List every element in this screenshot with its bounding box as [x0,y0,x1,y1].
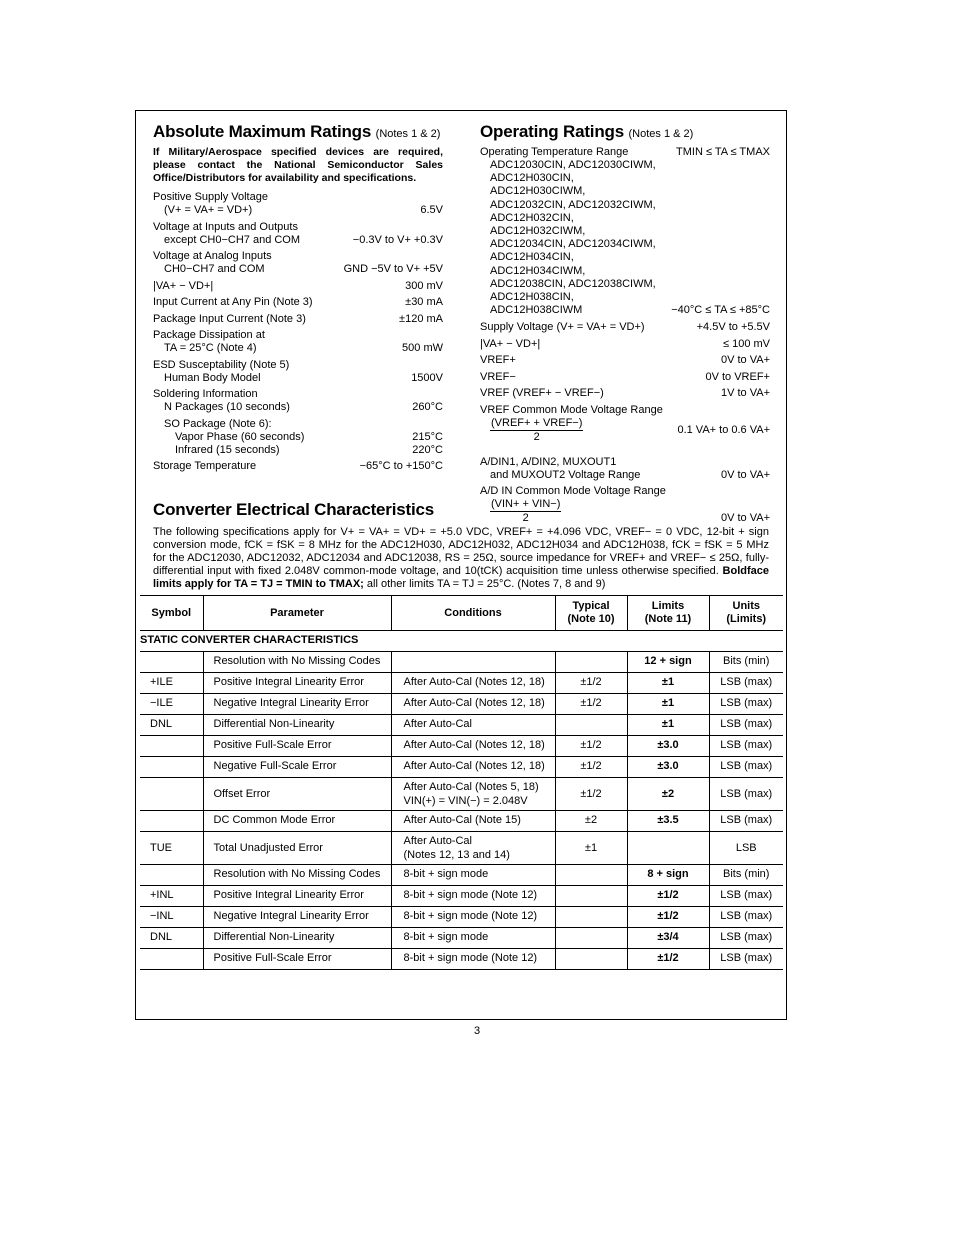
abs-max-label: Voltage at Inputs and Outputs [153,220,298,233]
abs-max-item [153,359,443,385]
part-number: ADC12H030CIN, ADC12H030CIWM, [490,172,586,198]
table-cell [140,811,203,832]
absolute-maximum-ratings [153,122,443,477]
table-cell: DC Common Mode Error [203,811,391,832]
abs-max-item [153,418,443,457]
table-cell: After Auto-Cal (Notes 12, 18) [391,736,555,757]
table-row [140,652,783,673]
op-diff-row: |VA+ − VD+| ≤ 100 mV [480,337,770,350]
table-cell: Bits (min) [709,865,783,886]
table-cell [140,736,203,757]
table-cell: LSB (max) [709,928,783,949]
abs-max-item [153,250,443,276]
table-cell: Negative Full-Scale Error [203,757,391,778]
abs-max-row [153,342,443,355]
abs-max-value: ±120 mA [399,312,443,325]
part-number: ADC12030CIN, ADC12030CIWM, [490,159,656,171]
abs-max-row [153,313,443,326]
table-cell: ±1/2 [555,778,627,811]
spec-table-header [140,596,783,631]
abs-max-label: Package Input Current (Note 3) [153,312,306,325]
table-cell: Resolution with No Missing Codes [203,865,391,886]
table-cell: ±2 [555,811,627,832]
table-cell [555,949,627,970]
table-cell: +INL [140,886,203,907]
table-cell: 8 + sign [627,865,709,886]
abs-max-row [153,263,443,276]
conv-intro: The following specifications apply for V+ = VA+ = VD+ = +5.0 VDC, VREF+ = +4.096 VDC, VREF− = 0 VDC, 12-bit + sign conversion mode, fCK = fSK = 8 MHz for the ADC12H030, ADC12H032, ADC12H034 and ADC12H038, fCK = fSK = 5 MHz for the ADC12030, ADC12032, ADC12034 and ADC12038, RS = 25Ω, source impedance for VREF+ and VREF− ≤ 25Ω, fully-differential input with fixed 2.048V common-mode voltage, and 10(tCK) acquisition time unless otherwise specified. Boldface limits apply for TA = TJ = TMIN to TMAX; all other limits TA = TJ = 25°C. (Notes 7, 8 and 9) [153,526,769,590]
table-cell: ±3.0 [627,736,709,757]
abs-max-value: 1500V [411,371,443,384]
table-cell: LSB (max) [709,673,783,694]
page-number: 3 [473,1025,481,1037]
part-number: ADC12H038CIN, [490,291,574,304]
table-row [140,715,783,736]
table-cell: ±1 [627,694,709,715]
column-header: Limits (Note 11) [627,596,709,631]
table-cell: Offset Error [203,778,391,811]
table-cell: ±1/2 [555,673,627,694]
table-cell: ±3/4 [627,928,709,949]
table-cell [140,652,203,673]
table-cell [140,778,203,811]
table-cell: ±1/2 [555,757,627,778]
table-cell [140,757,203,778]
table-cell: ±1/2 [627,886,709,907]
table-row [140,811,783,832]
table-cell: DNL [140,928,203,949]
table-cell: ±1/2 [627,949,709,970]
table-cell: Positive Full-Scale Error [203,736,391,757]
table-cell: Positive Integral Linearity Error [203,886,391,907]
part-number: ADC12034CIN, ADC12034CIWM, [490,238,656,251]
abs-max-label: Package Dissipation at [153,329,265,341]
table-cell: LSB (max) [709,949,783,970]
op-adin-row: $\frac{\text{(VIN+ + VIN−)}}{2}$ 0V to VA+ [480,498,770,525]
op-parts-list [480,159,671,317]
abs-max-value: 215°C [412,430,443,443]
table-cell: ±1 [555,832,627,865]
table-cell: After Auto-Cal (Notes 12, 18) [391,694,555,715]
abs-max-row [153,234,443,247]
op-cm-label: VREF Common Mode Voltage Range [480,403,663,416]
abs-max-label: TA = 25°C (Note 4) [164,342,257,354]
op-temp-row: Operating Temperature Range TMIN ≤ TA ≤ TMAX [480,146,770,158]
operating-ratings [480,122,770,525]
table-cell: After Auto-Cal (Notes 5, 18) VIN(+) = VIN(−) = 2.048V [391,778,555,811]
op-vrefm-row: VREF− 0V to VREF+ [480,370,770,383]
op-cm-row: $\frac{\text{(VREF+ + VREF−)}}{2}$ 0.1 VA+ to 0.6 VA+ [480,417,770,444]
table-cell: LSB (max) [709,694,783,715]
column-header: Parameter [203,596,391,631]
abs-max-value: −65°C to +150°C [359,460,443,472]
table-cell [391,652,555,673]
abs-max-row [153,329,443,342]
table-cell: 8-bit + sign mode [391,928,555,949]
table-cell [555,715,627,736]
table-cell: 8-bit + sign mode (Note 12) [391,886,555,907]
adin-fraction: $\frac{\text{(VIN+ + VIN−)}}{2}$ [491,498,561,525]
table-cell: After Auto-Cal (Notes 12, 13 and 14) [391,832,555,865]
spec-table [140,595,783,970]
abs-max-label: CH0−CH7 and COM [164,263,265,275]
cm-fraction: $\frac{\text{(VREF+ + VREF−)}}{2}$ [491,416,583,443]
table-cell: Differential Non-Linearity [203,715,391,736]
table-row [140,694,783,715]
abs-max-row [153,431,443,444]
converter-characteristics [153,500,769,591]
table-cell: −INL [140,907,203,928]
column-header: Conditions [391,596,555,631]
table-cell [555,928,627,949]
abs-max-item [153,329,443,355]
table-cell: TUE [140,832,203,865]
table-cell: LSB (max) [709,736,783,757]
table-row [140,928,783,949]
table-cell: 12 + sign [627,652,709,673]
table-row [140,757,783,778]
part-number: ADC12032CIN, ADC12032CIWM, [490,198,656,211]
abs-max-item [153,313,443,326]
part-number: ADC12H032CIN, ADC12H032CIWM, [490,211,586,238]
table-row [140,673,783,694]
abs-max-value: 300 mV [405,279,443,292]
abs-max-label: Soldering Information [153,388,258,400]
table-cell: Bits (min) [709,652,783,673]
table-row [140,865,783,886]
table-cell: ±2 [627,778,709,811]
abs-max-list [153,191,443,473]
table-cell: Negative Integral Linearity Error [203,694,391,715]
table-row [140,778,783,811]
abs-max-item [153,460,443,473]
abs-max-item [153,221,443,247]
table-cell: 8-bit + sign mode (Note 12) [391,907,555,928]
abs-max-item [153,191,443,217]
table-cell: LSB (max) [709,715,783,736]
abs-max-item [153,280,443,293]
table-cell: ±1/2 [555,736,627,757]
table-cell: ±1/2 [555,694,627,715]
table-cell: ±1 [627,673,709,694]
abs-max-label: Voltage at Analog Inputs [153,250,272,262]
table-cell: ±1/2 [627,907,709,928]
op-mux-row: and MUXOUT2 Voltage Range 0V to VA+ [490,468,770,481]
abs-max-value: GND −5V to V+ +5V [343,263,443,275]
abs-max-value: −0.3V to V+ +0.3V [352,233,443,246]
abs-max-row [153,359,443,372]
abs-max-value: 260°C [412,401,443,413]
abs-max-row [153,191,443,204]
abs-max-label: N Packages (10 seconds) [164,401,290,413]
abs-max-item [153,388,443,414]
table-cell: LSB (max) [709,886,783,907]
table-cell: Positive Full-Scale Error [203,949,391,970]
table-cell: After Auto-Cal (Notes 12, 18) [391,673,555,694]
table-cell [140,865,203,886]
table-cell: Resolution with No Missing Codes [203,652,391,673]
abs-max-row [153,296,443,309]
op-vref-row: VREF (VREF+ − VREF−) 1V to VA+ [480,387,770,400]
table-cell [627,832,709,865]
table-cell [555,886,627,907]
part-number: ADC12H034CIN, ADC12H034CIWM, [490,251,586,277]
abs-max-label: Positive Supply Voltage [153,191,268,203]
abs-max-value: ±30 mA [405,296,443,308]
abs-max-row [153,280,443,293]
table-cell: Negative Integral Linearity Error [203,907,391,928]
table-cell [555,907,627,928]
table-row [140,949,783,970]
table-cell [555,652,627,673]
table-cell: ±1 [627,715,709,736]
column-header: Symbol [140,596,203,631]
op-vrefp-row: VREF+ 0V to VA+ [480,354,770,367]
op-adin-label: A/D IN Common Mode Voltage Range [480,485,666,498]
abs-max-label: Vapor Phase (60 seconds) [175,430,305,443]
abs-max-label: Storage Temperature [153,460,257,472]
table-cell: 8-bit + sign mode (Note 12) [391,949,555,970]
abs-max-title: Absolute Maximum Ratings (Notes 1 & 2) [153,122,441,141]
table-row [140,886,783,907]
abs-max-value: 220°C [412,443,443,456]
abs-max-row [153,418,443,431]
table-cell: LSB (max) [709,907,783,928]
op-mux-l1: A/DIN1, A/DIN2, MUXOUT1 [480,455,617,468]
abs-max-row [153,444,443,457]
table-row [140,832,783,865]
abs-max-value: 6.5V [420,204,443,216]
op-supply-row: Supply Voltage (V+ = VA+ = VD+) +4.5V to +5.5V [480,321,770,334]
abs-max-label: (V+ = VA+ = VD+) [164,204,253,216]
table-cell: −ILE [140,694,203,715]
table-cell: After Auto-Cal (Note 15) [391,811,555,832]
table-cell: 8-bit + sign mode [391,865,555,886]
abs-max-label: Human Body Model [164,371,261,384]
abs-max-row [153,388,443,401]
abs-max-row [153,221,443,234]
table-cell: Total Unadjusted Error [203,832,391,865]
op-title: Operating Ratings (Notes 1 & 2) [480,122,694,141]
table-cell: +ILE [140,673,203,694]
abs-max-label: SO Package (Note 6): [164,417,272,430]
abs-max-row [153,250,443,263]
part-number: ADC12038CIN, ADC12038CIWM, [490,277,656,290]
table-cell: Differential Non-Linearity [203,928,391,949]
table-row [140,736,783,757]
column-header: Typical (Note 10) [555,596,627,631]
abs-max-label: |VA+ − VD+| [153,279,214,292]
part-number: ADC12H038CIWM [490,304,583,317]
abs-max-item [153,296,443,309]
section-row: STATIC CONVERTER CHARACTERISTICS [140,631,783,652]
abs-max-label: ESD Susceptability (Note 5) [153,358,290,371]
table-cell: ±3.5 [627,811,709,832]
table-cell [140,949,203,970]
column-header: Units (Limits) [709,596,783,631]
abs-max-label: except CH0−CH7 and COM [164,233,301,246]
op-parts-row: ADC12030CIN, ADC12030CIWM, ADC12H030CIN, ADC12H030CIWM, ADC12032CIN, ADC12032CIWM, ADC12H032CIN, ADC12H032CIWM, ADC12034CIN, ADC12034CIWM, ADC12H034CIN, ADC12H034CIWM, ADC12038CIN, ADC12038CIWM, ADC12H038CIN, ADC12H038CIWM −40°C ≤ TA ≤ +85°C [480,159,770,317]
table-row [140,907,783,928]
table-cell: After Auto-Cal [391,715,555,736]
abs-max-row [153,401,443,414]
spec-table-body [140,631,783,970]
table-cell [555,865,627,886]
abs-max-row [153,372,443,385]
table-cell: LSB [709,832,783,865]
table-cell: LSB (max) [709,778,783,811]
abs-max-row [153,460,443,473]
military-notice: If Military/Aerospace specified devices are required, please contact the National Semiconductor Sales Office/Distributors for availability and specifications. [153,146,443,184]
table-cell: LSB (max) [709,811,783,832]
abs-max-row [153,204,443,217]
abs-max-label: Infrared (15 seconds) [175,443,280,456]
table-cell: DNL [140,715,203,736]
conv-title: Converter Electrical Characteristics [153,500,434,519]
table-cell: ±3.0 [627,757,709,778]
table-cell: Positive Integral Linearity Error [203,673,391,694]
table-cell: After Auto-Cal (Notes 12, 18) [391,757,555,778]
abs-max-label: Input Current at Any Pin (Note 3) [153,296,313,308]
table-cell: LSB (max) [709,757,783,778]
abs-max-value: 500 mW [402,342,443,354]
